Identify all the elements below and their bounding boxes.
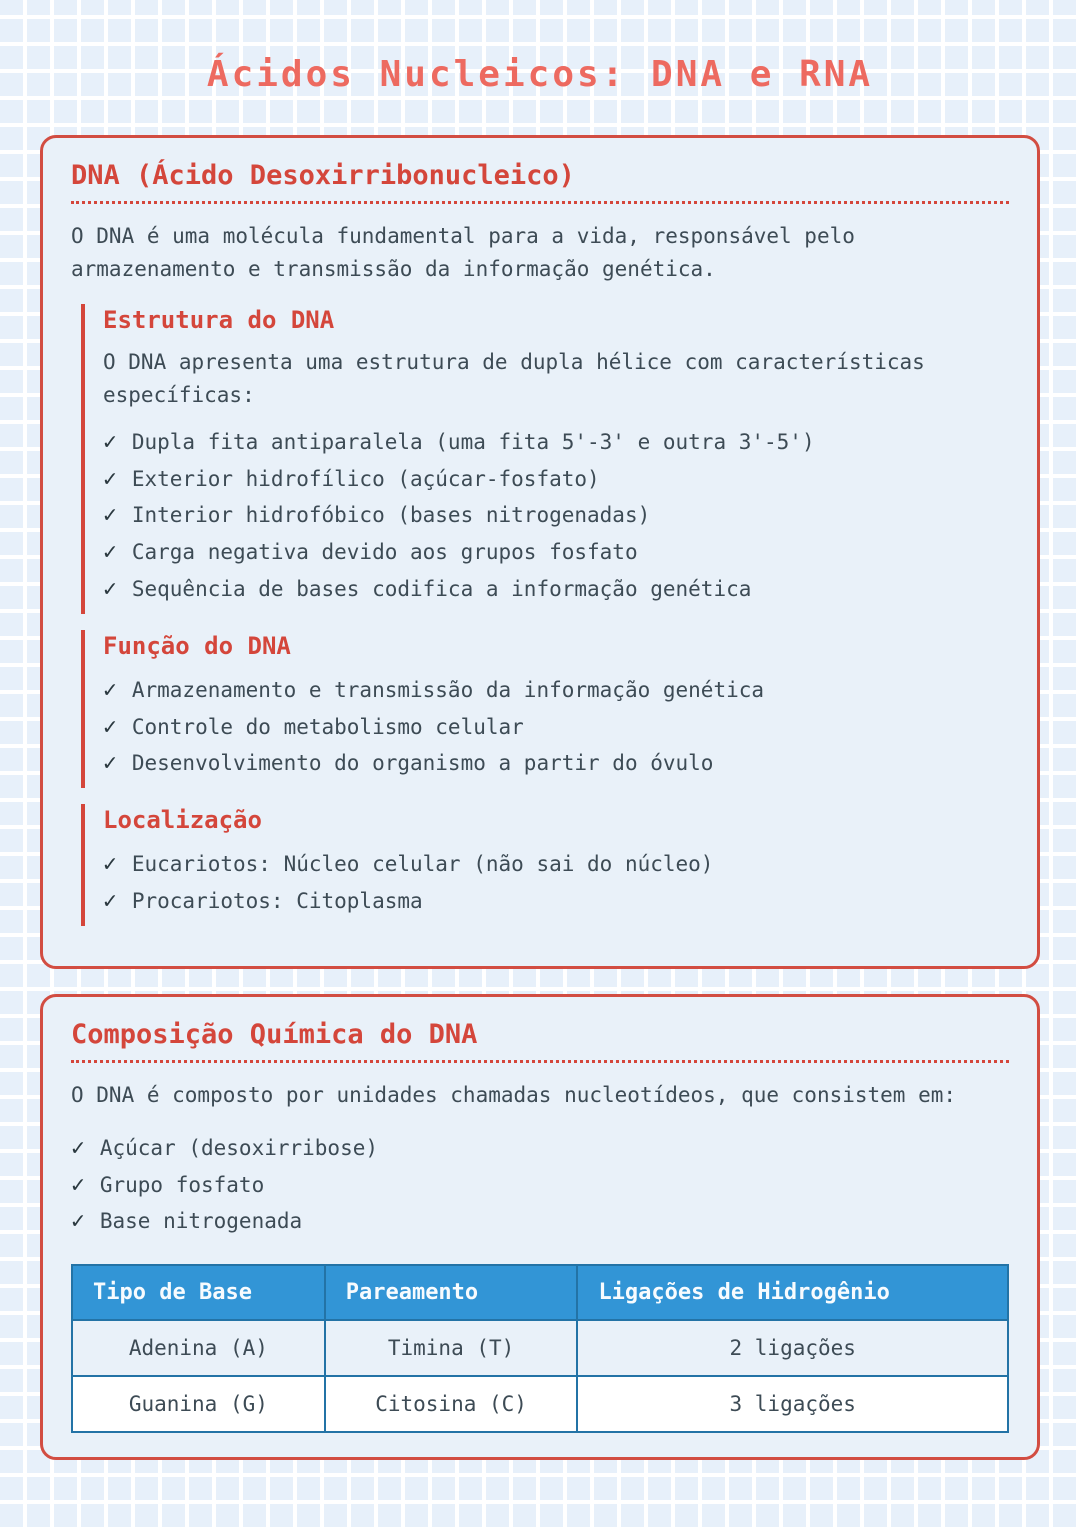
check-item-text: Eucariotos: Núcleo celular (não sai do núcleo) bbox=[131, 852, 714, 877]
check-icon: ✓ bbox=[103, 502, 117, 529]
check-list-item bbox=[103, 497, 1009, 534]
check-icon: ✓ bbox=[103, 676, 117, 703]
table-header-cell: Pareamento bbox=[325, 1265, 578, 1320]
table-row bbox=[72, 1320, 1008, 1376]
table-cell: Guanina (G) bbox=[72, 1376, 325, 1432]
subsection-funcao bbox=[81, 630, 1009, 788]
check-item-text: Dupla fita antiparalela (uma fita 5'-3' e outra 3'-5') bbox=[131, 429, 815, 454]
table-header-cell: Ligações de Hidrogênio bbox=[577, 1265, 1008, 1320]
check-icon: ✓ bbox=[71, 1134, 85, 1161]
check-icon: ✓ bbox=[71, 1208, 85, 1235]
check-item-text: Controle do metabolismo celular bbox=[131, 714, 524, 739]
table-cell: 2 ligações bbox=[577, 1320, 1008, 1376]
subsection-estrutura bbox=[81, 304, 1009, 614]
subsection-localizacao-heading: Localização bbox=[103, 806, 262, 835]
check-list-item bbox=[103, 672, 1009, 709]
check-item-text: Armazenamento e transmissão da informação genética bbox=[131, 677, 765, 702]
check-list-item bbox=[103, 424, 1009, 461]
table-cell: Citosina (C) bbox=[325, 1376, 578, 1432]
page-title: Ácidos Nucleicos: DNA e RNA bbox=[206, 54, 874, 95]
table-row bbox=[72, 1376, 1008, 1432]
card-composicao bbox=[40, 994, 1040, 1460]
localizacao-check-list bbox=[103, 846, 1009, 920]
composicao-check-list bbox=[71, 1130, 1009, 1240]
check-icon: ✓ bbox=[71, 1171, 85, 1198]
card-dna bbox=[40, 135, 1040, 969]
check-list-item bbox=[71, 1203, 1009, 1240]
card-composicao-heading: Composição Química do DNA bbox=[71, 1019, 1009, 1063]
check-item-text: Interior hidrofóbico (bases nitrogenadas) bbox=[131, 503, 651, 528]
check-list-item bbox=[103, 883, 1009, 920]
table-cell: Timina (T) bbox=[325, 1320, 578, 1376]
funcao-check-list bbox=[103, 672, 1009, 782]
check-list-item bbox=[103, 461, 1009, 498]
check-icon: ✓ bbox=[103, 750, 117, 777]
subsection-localizacao bbox=[81, 804, 1009, 926]
card-composicao-intro: O DNA é composto por unidades chamadas nucleotídeos, que consistem em: bbox=[71, 1082, 957, 1107]
check-item-text: Base nitrogenada bbox=[99, 1209, 303, 1234]
check-icon: ✓ bbox=[103, 713, 117, 740]
subsection-estrutura-heading: Estrutura do DNA bbox=[103, 305, 335, 334]
check-icon: ✓ bbox=[103, 576, 117, 603]
check-list-item bbox=[103, 571, 1009, 608]
subsection-funcao-heading: Função do DNA bbox=[103, 631, 291, 660]
check-item-text: Sequência de bases codifica a informação genética bbox=[131, 577, 752, 602]
table-cell: 3 ligações bbox=[577, 1376, 1008, 1432]
check-item-text: Procariotos: Citoplasma bbox=[131, 889, 423, 914]
table-header-row bbox=[72, 1265, 1008, 1320]
card-dna-heading: DNA (Ácido Desoxirribonucleico) bbox=[71, 160, 1009, 204]
check-item-text: Açúcar (desoxirribose) bbox=[99, 1135, 379, 1160]
check-list-item bbox=[103, 534, 1009, 571]
estrutura-check-list bbox=[103, 424, 1009, 608]
check-list-item bbox=[103, 709, 1009, 746]
check-item-text: Exterior hidrofílico (açúcar-fosfato) bbox=[131, 466, 600, 491]
check-item-text: Desenvolvimento do organismo a partir do óvulo bbox=[131, 751, 714, 776]
check-icon: ✓ bbox=[103, 851, 117, 878]
check-icon: ✓ bbox=[103, 428, 117, 455]
check-item-text: Carga negativa devido aos grupos fosfato bbox=[131, 540, 638, 565]
table-cell: Adenina (A) bbox=[72, 1320, 325, 1376]
table-header-cell: Tipo de Base bbox=[72, 1265, 325, 1320]
check-item-text: Grupo fosfato bbox=[99, 1172, 265, 1197]
check-list-item bbox=[103, 745, 1009, 782]
check-icon: ✓ bbox=[103, 465, 117, 492]
base-pairing-table bbox=[71, 1264, 1009, 1433]
check-list-item bbox=[71, 1167, 1009, 1204]
check-icon: ✓ bbox=[103, 539, 117, 566]
check-list-item bbox=[103, 846, 1009, 883]
check-list-item bbox=[71, 1130, 1009, 1167]
card-dna-intro: O DNA é uma molécula fundamental para a vida, responsável pelo armazenamento e transmissão da informação genética. bbox=[71, 224, 855, 281]
check-icon: ✓ bbox=[103, 888, 117, 915]
subsection-estrutura-intro: O DNA apresenta uma estrutura de dupla hélice com características específicas: bbox=[103, 349, 925, 407]
